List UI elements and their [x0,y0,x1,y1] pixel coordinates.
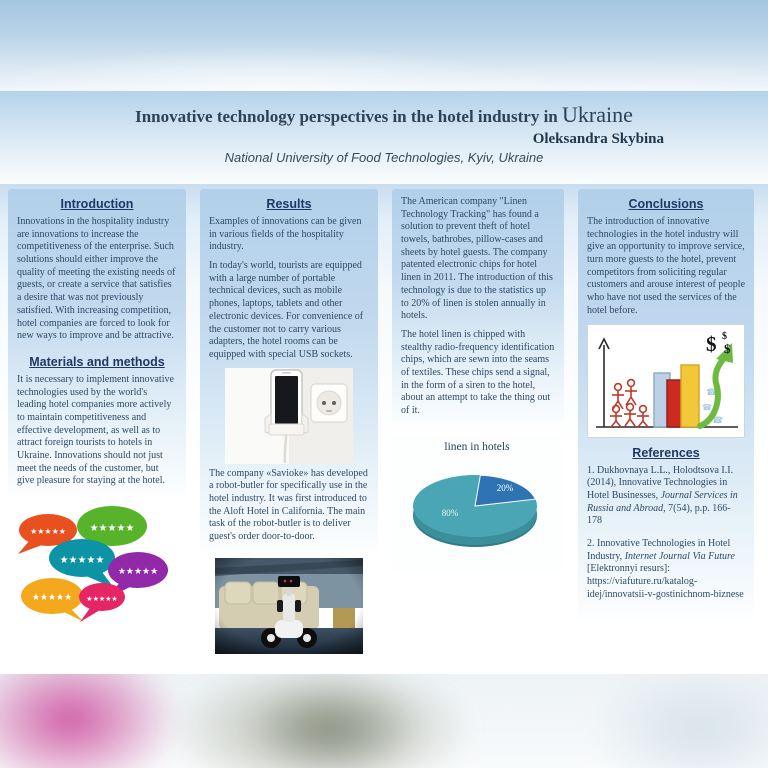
star-icon: ★★★★★ [31,592,73,603]
poster-header [0,91,768,184]
pie-chart-title: linen in hotels [444,440,510,453]
power-socket-icon [311,384,347,422]
conclusions-panel [578,189,754,620]
poster-title-highlight: Ukraine [562,102,633,127]
blur-blob-pink [0,674,180,768]
robot-butler-figure [215,558,363,654]
poster-body [0,184,768,674]
svg-text:$: $ [706,331,717,356]
column-linen [392,189,564,572]
methods-text: It is necessary to implement innovative technologies used by the world's leading hotel companies more actively to maintain competitiveness and effective development, as well as to attract foreign tourists to hotels in Ukraine. Innovations should not just meet the needs of the customer, but give pleasure for staying at the hotel. [17,373,174,487]
star-icon: ★★★★★ [86,595,118,604]
svg-text:☎: ☎ [712,415,724,426]
pie-label-20: 20% [496,482,514,493]
poster-author: Oleksandra Skybina [532,131,664,148]
robot-butler-photo [215,558,363,654]
star-icon: ★★★★★ [30,527,66,537]
poster-affiliation: National University of Food Technologies, Kyiv, Ukraine [224,150,544,166]
blur-blob-olive-dark [250,679,420,768]
star-icon: ★★★★★ [59,555,105,567]
conclusions-text: The introduction of innovative technologies in the hotel industry will give an opportunity to improve service, turn more guests to the hotel, prevent competitors from soliciting regular customers and arouse interest of people who have not used the services of the hotel before. [587,216,746,316]
results-p3-savioke: The company «Savioke» has developed a robot-butler for specifically use in the hotel industry. It was first introduced to the Aloft Hotel in California. The main task of the robot-butler is to deliver guest's order door-to-door. [209,467,368,542]
results-p1: Examples of innovations can be given in various fields of the hospitality industry. [209,216,362,253]
top-blur-band [0,0,768,93]
references-heading: References [632,445,700,460]
speech-bubbles-illustration [8,504,184,628]
linen-p2: The hotel linen is chipped with stealthy radio-frequency identification chips, which are sewn into the seams of textiles. These chips send a signal, in the form of a siren to the hotel, about an attempt to take the thing out of it. [401,328,555,416]
poster-title-main: Innovative technology perspectives in the hotel industry in [135,107,563,126]
reference-2: 2. Innovative Technologies in Hotel Industry, Internet Journal Via Future [Elektronnyi resurs]: https://viafuture.ru/katalog-idej/innovatsii-v-gostinichnom-biznese [587,537,744,600]
poster [0,91,768,674]
introduction-heading: Introduction [60,197,134,211]
svg-text:$: $ [724,340,731,356]
star-icon: ★★★★★ [117,566,159,577]
revenue-growth-illustration [588,325,742,437]
phone-usb-socket-photo [225,368,353,464]
introduction-panel [8,189,186,497]
column-introduction [8,189,186,630]
conclusions-heading: Conclusions [628,197,704,211]
methods-heading: Materials and methods [29,354,165,369]
charging-cable-icon [285,435,286,463]
bottom-blur-band [0,674,768,768]
results-heading: Results [266,197,312,211]
linen-panel [392,189,564,427]
svg-text:☎: ☎ [706,387,718,398]
poster-title [0,102,768,128]
column-conclusions [578,189,754,620]
speech-bubble-yellow-icon [21,578,84,622]
column-results [200,189,378,654]
usb-socket-figure [225,368,353,464]
introduction-text: Innovations in the hospitality industry are innovations to increase the competitiveness of the enterprise. Such solutions should either improve the quality of meeting the existing needs of guests, or create a service that satisfies a desire that was not previously satisfied. With increasing competition, hotel companies are forced to look for new ways to improve and be attractive. [17,216,176,342]
svg-text:☎: ☎ [702,402,712,412]
references-section [587,446,745,602]
star-icon: ★★★★★ [89,523,135,535]
review-bubbles-figure [8,502,186,630]
growth-figure [587,324,745,438]
speech-bubble-pink-icon [79,583,125,622]
results-panel [200,189,378,553]
blur-blob-gray [590,674,768,768]
pie-label-80: 80% [441,507,459,518]
svg-text:$: $ [722,330,727,342]
linen-pie-chart-figure [392,431,564,572]
results-p2: In today's world, tourists are equipped with a large number of portable technical devices, such as mobile phones, laptops, tablets and other electronic devices. For convenience of the customer not to carry various adapters, the hotel rooms can be equipped with special USB sockets. [209,260,364,360]
pie-chart [392,434,562,570]
linen-p1: The American company "Linen Technology Tracking" has found a solution to prevent theft of hotel towels, bathrobes, pillow-cases and sheets by hotel guests. The company patented electronic chips for hotel linen in 2011. The introduction of this technology is due to the statistics up to 20% of linen is stolen annually in hotels. [401,196,553,322]
reference-1: 1. Dukhovnaya L.L., Holodtsova I.I. (2014), Innovative Technologies in Hotel Businesses, Journal Services in Russia and Abroad, 7(54), p.p. 166-178 [587,464,738,527]
